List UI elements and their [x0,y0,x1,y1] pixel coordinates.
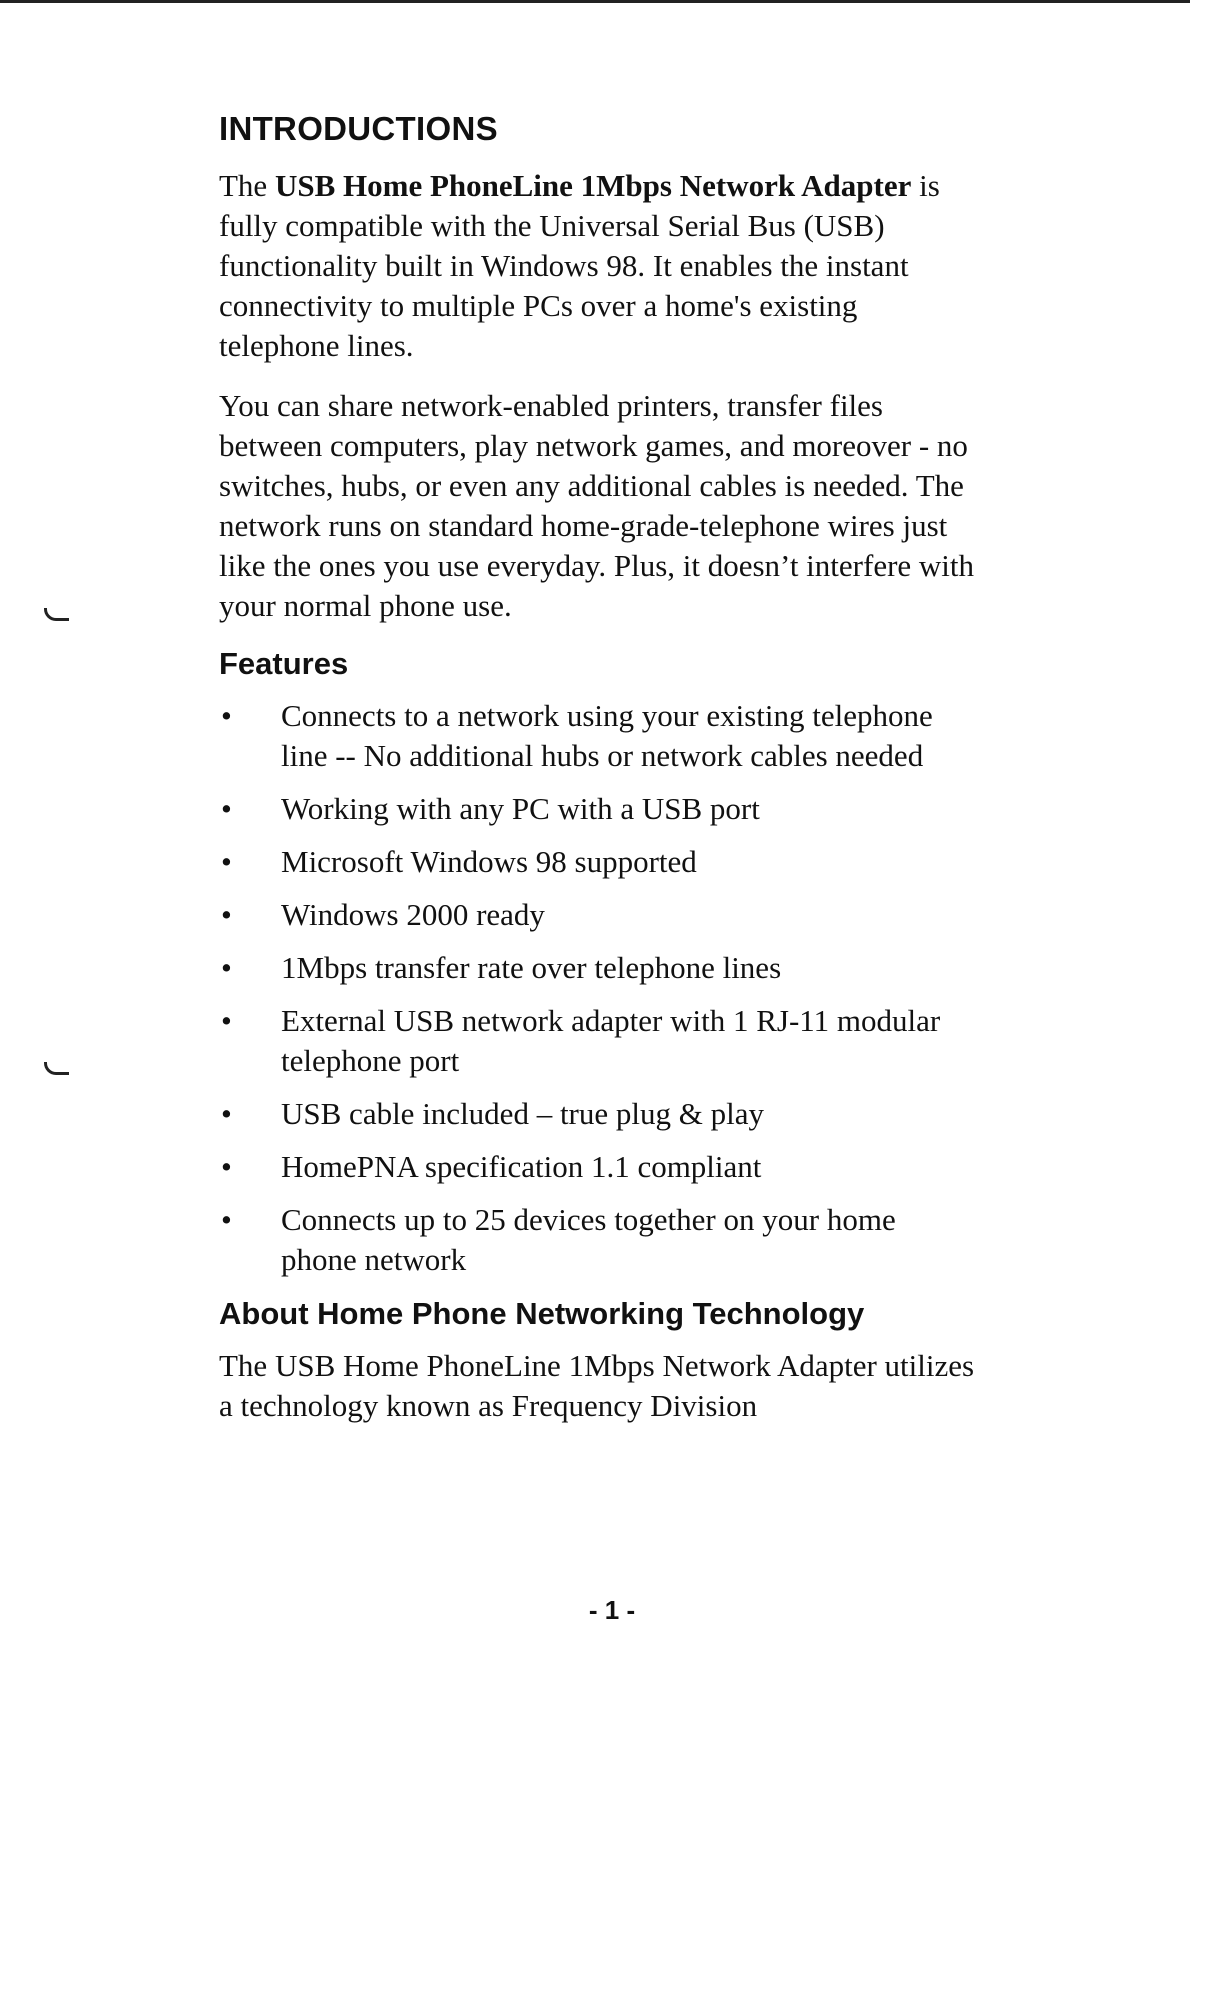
bullet-icon: • [221,698,232,733]
bullet-icon: • [221,1202,232,1237]
list-item-text: Microsoft Windows 98 supported [281,844,697,879]
intro-rest: is fully compatible with the Universal Serial Bus (USB) functionality built in Windows 98. It enables the instant connectivity to multiple PCs over a home's existing telephone lines. [219,168,940,363]
page-number: - 1 - [588,1595,636,1625]
list-item [219,895,979,935]
margin-mark [44,608,69,621]
section-heading-about: About Home Phone Networking Technology [219,1296,865,1331]
list-item [219,1001,979,1081]
bullet-icon: • [221,791,232,826]
list-item [219,948,979,988]
bullet-icon: • [221,1096,232,1131]
bullet-icon: • [221,1003,232,1038]
about-paragraph: The USB Home PhoneLine 1Mbps Network Adapter utilizes a technology known as Frequency Division [219,1348,975,1423]
list-item-text: USB cable included – true plug & play [281,1096,764,1131]
list-item-text: HomePNA specification 1.1 compliant [281,1149,762,1184]
features-list [219,696,979,1280]
intro-paragraph-1 [219,166,979,366]
section-heading-introductions: INTRODUCTIONS [219,110,498,147]
list-item [219,1094,979,1134]
bullet-icon: • [221,844,232,879]
bullet-icon: • [221,1149,232,1184]
list-item [219,1200,979,1280]
list-item [219,789,979,829]
bullet-icon: • [221,950,232,985]
list-item [219,1147,979,1187]
section-heading-features: Features [219,646,349,681]
intro-lead: The [219,168,275,203]
list-item-text: Windows 2000 ready [281,897,545,932]
list-item-text: 1Mbps transfer rate over telephone lines [281,950,782,985]
list-item-text: Working with any PC with a USB port [281,791,760,826]
list-item [219,696,979,776]
bullet-icon: • [221,897,232,932]
intro-paragraph-2: You can share network-enabled printers, transfer files between computers, play network games, and moreover - no switches, hubs, or even any additional cables is needed. The network runs on standard home-grade-telephone wires just like the ones you use everyday. Plus, it doesn’t interfere with your normal phone use. [219,388,975,623]
margin-mark [44,1062,69,1075]
top-rule [0,0,1190,3]
list-item [219,842,979,882]
product-name: USB Home PhoneLine 1Mbps Network Adapter [274,168,912,203]
list-item-text: External USB network adapter with 1 RJ-11 modular telephone port [281,1003,941,1078]
list-item-text: Connects up to 25 devices together on your home phone network [281,1202,896,1277]
page-content [219,110,979,1446]
list-item-text: Connects to a network using your existing telephone line -- No additional hubs or network cables needed [281,698,933,773]
